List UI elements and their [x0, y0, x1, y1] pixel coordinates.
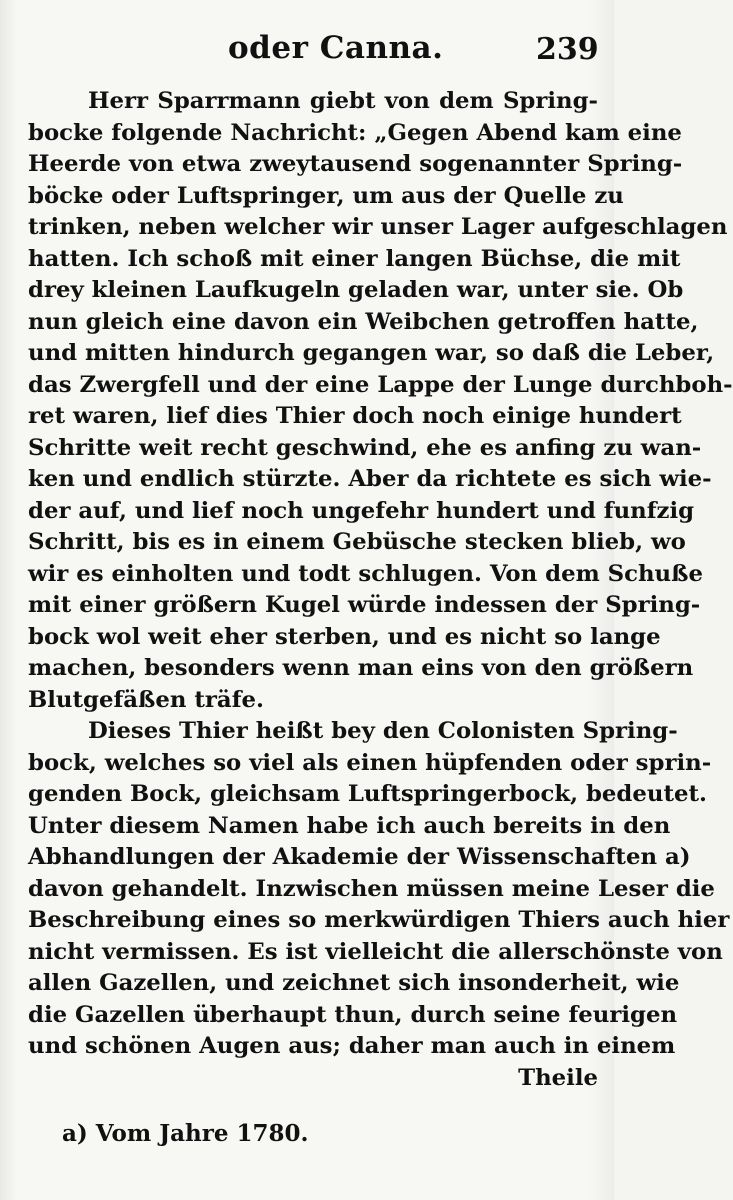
text-line: allen Gazellen, und zeichnet sich insonderheit, wie [28, 970, 680, 996]
footnote: a) Vom Jahre 1780. [62, 1120, 309, 1147]
text-line: drey kleinen Laufkugeln geladen war, unter sie. Ob [28, 277, 684, 303]
text-line: die Gazellen überhaupt thun, durch seine feurigen [28, 1001, 678, 1028]
text-line: wir es einholten und todt schlugen. Von dem Schuße [28, 560, 703, 587]
text-line: trinken, neben welcher wir unser Lager aufgeschlagen [28, 214, 728, 240]
text-line: hatten. Ich schoß mit einer langen Büchse, die mit [28, 245, 681, 272]
text-line: Abhandlungen der Akademie der Wissenschaften a) [28, 844, 691, 870]
text-line: genden Bock, gleichsam Luftspringerbock, bedeutet. [28, 781, 707, 807]
text-line: davon gehandelt. Inzwischen müssen meine Leser die [28, 875, 715, 902]
paragraph-2 [28, 716, 730, 1063]
text-line: Schritt, bis es in einem Gebüsche stecken blieb, wo [28, 529, 686, 555]
text-line: nun gleich eine davon ein Weibchen getroffen hatte, [28, 308, 699, 335]
text-line: Herr Sparrmann giebt von dem Spring- [88, 88, 598, 114]
text-line: und mitten hindurch gegangen war, so daß die Leber, [28, 340, 715, 366]
body-text [28, 86, 733, 1094]
text-line: bock, welches so viel als einen hüpfenden oder sprin- [28, 749, 712, 776]
text-line: mit einer größern Kugel würde indessen der Spring- [28, 592, 701, 618]
text-line: Heerde von etwa zweytausend sogenannter Spring- [28, 151, 683, 177]
text-line: Blutgefäßen träfe. [28, 686, 264, 713]
running-title: oder Canna. [228, 30, 444, 66]
catchword: Theile [518, 1064, 598, 1091]
text-line: Unter diesem Namen habe ich auch bereits in den [28, 812, 671, 839]
text-line: Schritte weit recht geschwind, ehe es anfing zu wan- [28, 434, 702, 461]
text-line: bocke folgende Nachricht: „Gegen Abend kam eine [28, 119, 682, 146]
text-line: ken und endlich stürzte. Aber da richtete es sich wie- [28, 466, 712, 492]
text-line: der auf, und lief noch ungefehr hundert und funfzig [28, 497, 695, 524]
text-line: das Zwergfell und der eine Lappe der Lunge durchboh- [28, 371, 733, 398]
text-line: nicht vermissen. Es ist vielleicht die allerschönste von [28, 938, 723, 965]
paragraph-1 [28, 86, 733, 716]
page-header [0, 30, 614, 76]
page-number: 239 [536, 32, 599, 67]
text-line: Dieses Thier heißt bey den Colonisten Spring- [88, 718, 678, 744]
text-line: bock wol weit eher sterben, und es nicht so lange [28, 623, 661, 650]
text-line: und schönen Augen aus; daher man auch in einem [28, 1033, 676, 1059]
text-line: machen, besonders wenn man eins von den größern [28, 655, 694, 681]
text-line: böcke oder Luftspringer, um aus der Quelle zu [28, 182, 624, 209]
text-line: ret waren, lief dies Thier doch noch einige hundert [28, 403, 682, 429]
text-line: Beschreibung eines so merkwürdigen Thiers auch hier [28, 907, 730, 933]
